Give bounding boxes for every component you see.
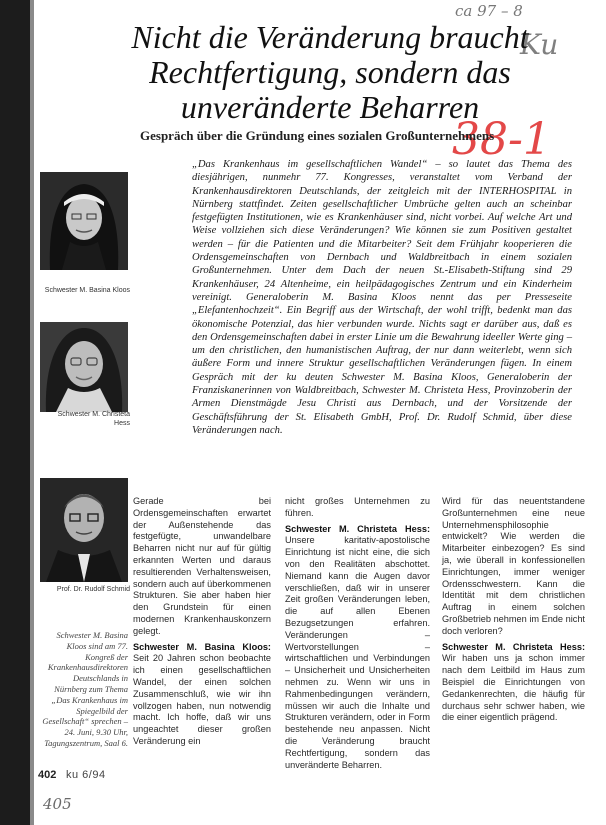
sidebar-event-note: Schwester M. Basina Kloos sind am 77. Kongreß der Krankenhausdirektoren Deutschlands in Nürnberg zum Thema „Das Krankenhaus im Spiegelbild der Gesellschaft“ sprechen – 24. Juni, 9.30 Uhr, Tagungszentrum, Saal 6. bbox=[42, 630, 128, 748]
nun-portrait-icon bbox=[40, 172, 128, 270]
portrait-photo-kloos bbox=[40, 172, 128, 270]
magazine-issue: ku 6/94 bbox=[66, 769, 106, 781]
portrait-photo-schmid bbox=[40, 478, 128, 582]
column-paragraph bbox=[133, 642, 271, 748]
portrait-photo-hess bbox=[40, 322, 128, 412]
handwritten-footer-note: 405 bbox=[43, 795, 72, 813]
article-title: Nicht die Veränderung braucht Rechtfertigung, sondern das unveränderte Beharren bbox=[131, 19, 529, 125]
photo-caption-kloos: Schwester M. Basina Kloos bbox=[44, 287, 130, 294]
article-subtitle: Gespräch über die Gründung eines sozialen Großunternehmens bbox=[140, 128, 495, 143]
handwritten-number-mark: 38-1 bbox=[452, 114, 551, 165]
speaker-text: Wir haben uns ja schon immer nach dem Leitbild im Haus zum Beispiel die Einrichtungen von Gedankenrechten, die häufig für durchaus sehr schwer haben, wie die einer eigentlich prägend. bbox=[442, 653, 585, 723]
column-paragraph bbox=[285, 524, 430, 772]
photo-caption-schmid: Prof. Dr. Rudolf Schmid bbox=[56, 586, 130, 593]
text-column-3 bbox=[442, 496, 585, 728]
column-paragraph: Wird für das neuentstandene Großunternehmen eine neue Unternehmensphilosophie entwickelt? Wie werden die Mitarbeiter einbezogen? Es sind ja, wie überall in konfessionellen Einrichtungen, immer weniger Ordensschwestern. Kann die Identität mit dem christlichen Auftrag in einem solchen Großbetrieb nehmen im Ende nicht doch verloren? bbox=[442, 496, 585, 636]
scan-binding-edge bbox=[0, 0, 30, 825]
column-paragraph: Gerade bei Ordensgemeinschaften erwartet der Außenstehende das festgefügte, unwandelbare Beharren nicht nur auf für gültig erkannten Werten und daraus resultierenden Verhaltensweisen, sondern auch auf überkommenen Strukturen. Sie aber haben hier den Grundstein für einen modernen Krankenhauskonzern gelegt. bbox=[133, 496, 271, 636]
scan-binding-shadow bbox=[30, 0, 34, 825]
text-column-2 bbox=[285, 496, 430, 775]
portrait-schmid-icon bbox=[40, 478, 128, 582]
speaker-text: Unsere karitativ-apostolische Einrichtung ist nicht eine, die sich von den Realitäten abschottet. Niemand kann die Augen davor verschließen, daß wir in unserer Zeit großen Veränderungen leben, die auf allen Ebenen Bezugsetzungen erfahren. Veränderungen – Wertvorstellungen – wirtschaftlichen und Verbindungen – Unsicherheit und Unsicherheiten nehmen zu. Wenn wir uns in Rahmenbedingungen verändern, müssen wir auch die Inhalte und Strukturen verändern, oder in Form bestehende neu anpassen. Nicht die Veränderung braucht Rechtfertigung, sondern das unveränderte Beharren. bbox=[285, 535, 430, 770]
speaker-label: Schwester M. Christeta Hess: bbox=[285, 523, 430, 534]
portrait-hess-icon bbox=[40, 322, 128, 412]
speaker-text: Seit 20 Jahren schon beobachte ich einen gesellschaftlichen Wandel, der einen solchen Zusammenschluß, wie wir ihn vollzogen haben, nun notwendig macht. Ich hoffe, daß wir uns ungeachtet dieser großen Veränderung ein bbox=[133, 653, 271, 746]
text-column-1 bbox=[133, 496, 271, 752]
column-paragraph bbox=[442, 642, 585, 725]
handwritten-top-note: ca 97 – 8 bbox=[455, 2, 523, 20]
article-intro: „Das Krankenhaus im gesellschaftlichen Wandel“ – so lautet das Thema des diesjährigen, nunmehr 77. Kongresses, veranstaltet vom Verband der Krankenhausdirektoren Deutschlands, der zeitgleich mit der INTERHOSPITAL in Nürnberg stattfindet. Zeiten gesellschaftlicher Umbrüche gelten auch an scheinbar festgefügten Institutionen, wie es Krankenhäuser sind, nicht vorbei. Auf welche Art und Weise vollziehen sich diese Veränderungen? Wie können sie zum Positiven gestaltet werden – für die Patienten und die Mitarbeiter? Seit dem Frühjahr kooperieren die Ordensgemeinschaften von Dernbach und Waldbreitbach in einem sozialen Großunternehmen. Unter dem Dach der neuen St.-Elisabeth-Stiftung sind 29 Krankenhäuser, 24 Altenheime, ein heilpädagogisches Zentrum und ein Kinderheim vereinigt. Generaloberin M. Basina Kloos nennt das per Presseseite „Elefantenhochzeit“. Ein Begriff aus der Wirtschaft, der wohl trifft, bedenkt man das ökonomische Potenzial, das hier verbunden wurde. Nichts sagt er darüber aus, daß es den Ordensgemeinschaften dabei in erster Linie um die Bewahrung ideeller Werte ging – um den christlichen, den humanistischen Auftrag, der nur dann weiterlebt, wenn sich äußere Form und innere Struktur gesellschaftlichen Veränderungen fügen. In einem Gespräch mit der ku deuten Schwester M. Basina Kloos, Generaloberin der Franziskanerinnen von Waldbreitbach, Schwester M. Christeta Hess, Provinzoberin der Armen Dienstmägde Jesu Christi aus Dernbach, und der Vorsitzende der Geschäftsführung der St. Elisabeth GmbH, Prof. Dr. Rudolf Schmid, über diese Veränderungen nach. bbox=[192, 159, 572, 436]
photo-caption-hess: Schwester M. Christeta Hess bbox=[57, 411, 130, 427]
speaker-label: Schwester M. Basina Kloos: bbox=[133, 641, 271, 652]
column-paragraph: nicht großes Unternehmen zu führen. bbox=[285, 496, 430, 518]
page-number: 402 bbox=[38, 769, 57, 781]
speaker-label: Schwester M. Christeta Hess: bbox=[442, 641, 585, 652]
handwritten-ku-mark: Ku bbox=[520, 28, 559, 61]
